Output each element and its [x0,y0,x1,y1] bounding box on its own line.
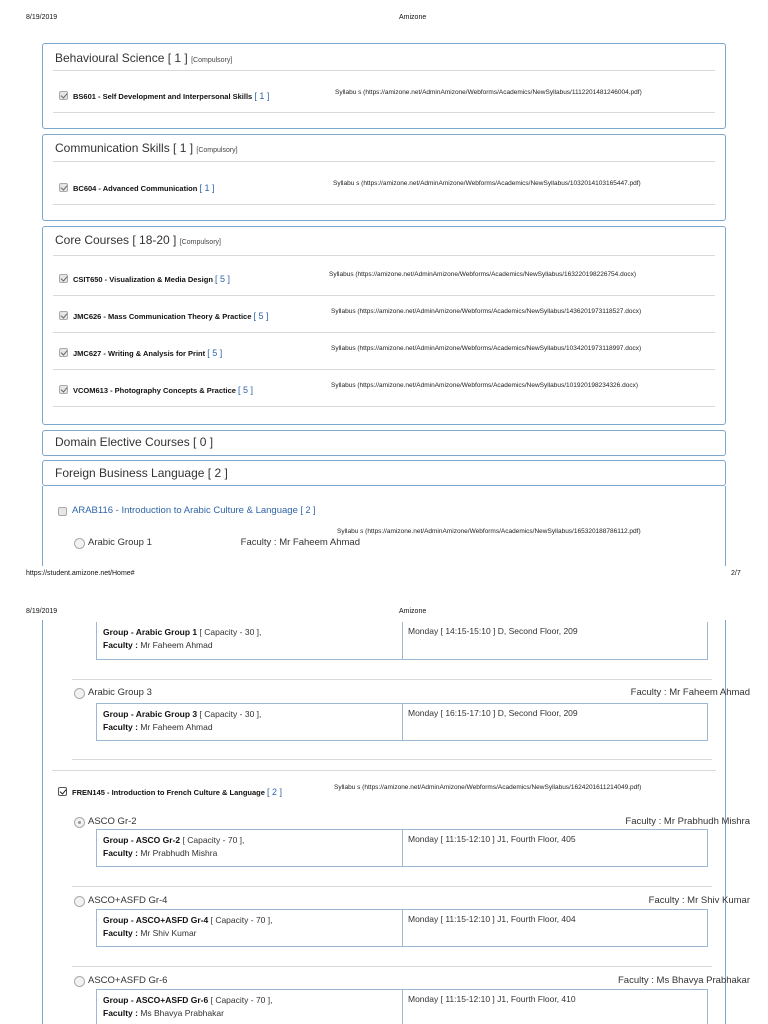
syllabus-link[interactable]: Syllabus (https://amizone.net/AdminAmizone/Webforms/Academics/NewSyllabus/1034201973118997.docx) [331,345,642,352]
course-checkbox[interactable] [58,507,67,516]
group-option [72,894,750,908]
section-communication-skills [42,134,726,221]
course-checkbox[interactable] [59,91,68,100]
group-schedule: Monday [ 11:15-12:10 ] J1, Fourth Floor, 410 [408,994,576,1004]
course-row [59,89,715,107]
syllabus-link[interactable]: Syllabu s (https://amizone.net/AdminAmizone/Webforms/Academics/NewSyllabus/1112201481246004.pdf) [335,89,642,96]
course-checkbox[interactable] [59,183,68,192]
group-info: Group - ASCO+ASFD Gr-4 [ Capacity - 70 ], Faculty : Mr Shiv Kumar [97,910,403,946]
group-faculty: Faculty : Mr Faheem Ahmad [240,537,360,548]
course-name: BC604 - Advanced Communication [ 1 ] [73,183,215,193]
group-detail-table [96,703,708,741]
course-checkbox[interactable] [59,311,68,320]
syllabus-link[interactable]: Syllabus (https://amizone.net/AdminAmizone/Webforms/Academics/NewSyllabus/163220198226754.docx) [329,271,636,278]
section-title: Behavioural Science [ 1 ] [Compulsory] [55,51,233,65]
section-title: Domain Elective Courses [ 0 ] [55,435,214,449]
section-behavioural-science [42,43,726,129]
section-core-courses [42,226,726,425]
group-radio[interactable] [74,976,85,987]
group-detail-table [96,989,708,1024]
group-schedule: Monday [ 11:15-12:10 ] J1, Fourth Floor, 405 [408,834,576,844]
course-name: JMC626 - Mass Communication Theory & Practice [ 5 ] [73,311,269,321]
group-option [72,686,750,700]
course-name[interactable]: ARAB116 - Introduction to Arabic Culture & Language [ 2 ] [72,505,316,516]
group-faculty: Faculty : Ms Bhavya Prabhakar [618,975,750,986]
group-schedule: Monday [ 11:15-12:10 ] J1, Fourth Floor, 404 [408,914,576,924]
group-detail-table [96,622,708,660]
syllabus-link[interactable]: Syllabus (https://amizone.net/AdminAmizone/Webforms/Academics/NewSyllabus/1436201973118527.docx) [331,308,642,315]
syllabus-link[interactable]: Syllabu s (https://amizone.net/AdminAmizone/Webforms/Academics/NewSyllabus/165320188786112.pdf) [337,528,641,535]
course-checkbox[interactable] [59,348,68,357]
group-info: Group - ASCO+ASFD Gr-6 [ Capacity - 70 ], Faculty : Ms Bhavya Prabhakar [97,990,403,1024]
print-url: https://student.amizone.net/Home# [26,570,135,577]
group-option [72,815,750,829]
group-faculty: Faculty : Mr Prabhudh Mishra [625,816,750,827]
group-radio[interactable] [74,896,85,907]
print-date: 8/19/2019 [26,608,58,615]
group-option [72,536,360,550]
group-detail-table [96,829,708,867]
syllabus-link[interactable]: Syllabus (https://amizone.net/AdminAmizone/Webforms/Academics/NewSyllabus/101920198234326.docx) [331,382,638,389]
course-name: BS601 - Self Development and Interpersonal Skills [ 1 ] [73,91,270,101]
section-title: Communication Skills [ 1 ] [Compulsory] [55,141,238,155]
group-label: ASCO+ASFD Gr-4 [88,895,168,906]
group-radio[interactable] [74,538,85,549]
print-page-number: 2/7 [731,570,741,577]
group-radio[interactable] [74,817,85,828]
print-date: 8/19/2019 [26,14,58,21]
section-foreign-language[interactable] [42,460,726,486]
section-title: Core Courses [ 18-20 ] [Compulsory] [55,233,221,247]
course-row [59,181,715,199]
course-checkbox[interactable] [59,385,68,394]
group-info: Group - Arabic Group 3 [ Capacity - 30 ], Faculty : Mr Faheem Ahmad [97,704,403,740]
course-row [59,272,715,290]
group-label: Arabic Group 1 [88,537,152,548]
group-label: ASCO Gr-2 [88,816,137,827]
group-label: Arabic Group 3 [88,687,152,698]
group-detail-table [96,909,708,947]
course-checkbox[interactable] [59,274,68,283]
course-row [58,505,718,523]
syllabus-link[interactable]: Syllabu s (https://amizone.net/AdminAmizone/Webforms/Academics/NewSyllabus/1624201611214049.pdf) [334,784,642,791]
group-faculty: Faculty : Mr Faheem Ahmad [630,687,750,698]
group-label: ASCO+ASFD Gr-6 [88,975,168,986]
group-schedule: Monday [ 16:15-17:10 ] D, Second Floor, 209 [408,708,578,718]
course-row [59,346,715,364]
group-option [72,974,750,988]
course-row [59,383,715,401]
group-faculty: Faculty : Mr Shiv Kumar [648,895,750,906]
course-row [59,309,715,327]
group-radio[interactable] [74,688,85,699]
section-title: Foreign Business Language [ 2 ] [55,466,228,480]
group-info: Group - Arabic Group 1 [ Capacity - 30 ], Faculty : Mr Faheem Ahmad [97,622,403,659]
course-name: JMC627 - Writing & Analysis for Print [ 5 ] [73,348,223,358]
group-info: Group - ASCO Gr-2 [ Capacity - 70 ], Faculty : Mr Prabhudh Mishra [97,830,403,866]
print-title: Amizone [399,14,427,21]
section-domain-elective[interactable] [42,430,726,456]
group-schedule: Monday [ 14:15-15:10 ] D, Second Floor, 209 [408,626,578,636]
course-name: CSIT650 - Visualization & Media Design [ 5 ] [73,274,231,284]
course-checkbox[interactable] [58,787,67,796]
course-name: VCOM613 - Photography Concepts & Practice [ 5 ] [73,385,254,395]
print-title: Amizone [399,608,427,615]
course-name: FREN145 - Introduction to French Culture & Language [ 2 ] [72,787,283,797]
syllabus-link[interactable]: Syllabu s (https://amizone.net/AdminAmizone/Webforms/Academics/NewSyllabus/1032014103165447.pdf) [333,180,641,187]
